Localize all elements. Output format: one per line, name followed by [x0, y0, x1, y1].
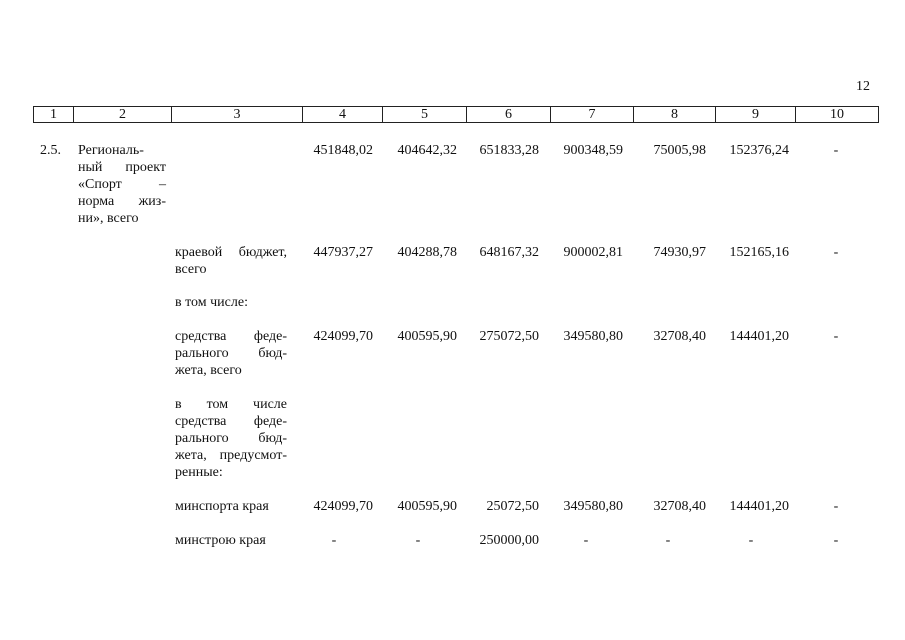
value-cell: 25072,50 — [486, 499, 539, 514]
column-header-9: 9 — [716, 107, 796, 122]
row-label-line: ренные: — [175, 465, 223, 480]
value-cell: 648167,32 — [479, 245, 539, 260]
row-label-line: жета, всего — [175, 363, 242, 378]
column-header-row — [33, 106, 879, 123]
value-cell: 75005,98 — [653, 143, 706, 158]
value-cell: 152165,16 — [729, 245, 789, 260]
page-number: 12 — [856, 79, 870, 94]
value-cell: - — [415, 533, 421, 548]
column-header-1: 1 — [34, 107, 74, 122]
section-name-line: «Спорт – — [78, 177, 166, 192]
value-cell: 400595,90 — [397, 499, 457, 514]
value-cell: 32708,40 — [653, 329, 706, 344]
value-cell: - — [583, 533, 589, 548]
row-label-line: в том числе — [175, 397, 287, 412]
value-cell: 451848,02 — [313, 143, 373, 158]
row-label: минспорта края — [175, 499, 269, 514]
value-cell: 900002,81 — [563, 245, 623, 260]
row-label-line: всего — [175, 262, 207, 277]
value-cell: - — [833, 329, 839, 344]
value-cell: - — [331, 533, 337, 548]
value-cell: - — [665, 533, 671, 548]
value-cell: 349580,80 — [563, 499, 623, 514]
column-header-7: 7 — [551, 107, 634, 122]
row-label: минстрою края — [175, 533, 266, 548]
value-cell: 900348,59 — [563, 143, 623, 158]
value-cell: 400595,90 — [397, 329, 457, 344]
value-cell: 404288,78 — [397, 245, 457, 260]
row-label-line: рального бюд- — [175, 431, 287, 446]
row-label — [175, 328, 287, 379]
value-cell: - — [833, 533, 839, 548]
section-name-line: норма жиз- — [78, 194, 166, 209]
section-name — [78, 142, 166, 227]
value-cell: 424099,70 — [313, 499, 373, 514]
row-label — [175, 244, 287, 278]
value-cell: 349580,80 — [563, 329, 623, 344]
column-header-2: 2 — [74, 107, 172, 122]
value-cell: 32708,40 — [653, 499, 706, 514]
column-header-8: 8 — [634, 107, 716, 122]
value-cell: - — [833, 245, 839, 260]
row-label-line: краевой бюджет, — [175, 245, 287, 260]
section-name-line: Региональ- — [78, 143, 144, 158]
section-name-line: ни», всего — [78, 211, 139, 226]
value-cell: 651833,28 — [479, 143, 539, 158]
value-cell: 74930,97 — [653, 245, 706, 260]
value-cell: - — [748, 533, 754, 548]
value-cell: - — [833, 499, 839, 514]
column-header-3: 3 — [172, 107, 303, 122]
row-label-line: жета, предусмот- — [175, 448, 287, 463]
column-header-4: 4 — [303, 107, 383, 122]
value-cell: 144401,20 — [729, 499, 789, 514]
value-cell: 275072,50 — [479, 329, 539, 344]
value-cell: 250000,00 — [479, 533, 539, 548]
section-name-line: ный проект — [78, 160, 166, 175]
row-label — [175, 396, 287, 481]
column-header-6: 6 — [467, 107, 551, 122]
value-cell: 144401,20 — [729, 329, 789, 344]
row-label: в том числе: — [175, 295, 248, 310]
row-label-line: средства феде- — [175, 414, 287, 429]
value-cell: 424099,70 — [313, 329, 373, 344]
value-cell: 447937,27 — [313, 245, 373, 260]
section-code: 2.5. — [40, 143, 61, 158]
value-cell: - — [833, 143, 839, 158]
row-label-line: средства феде- — [175, 329, 287, 344]
column-header-10: 10 — [830, 107, 844, 122]
value-cell: 404642,32 — [397, 143, 457, 158]
row-label-line: рального бюд- — [175, 346, 287, 361]
column-header-5: 5 — [383, 107, 467, 122]
value-cell: 152376,24 — [729, 143, 789, 158]
